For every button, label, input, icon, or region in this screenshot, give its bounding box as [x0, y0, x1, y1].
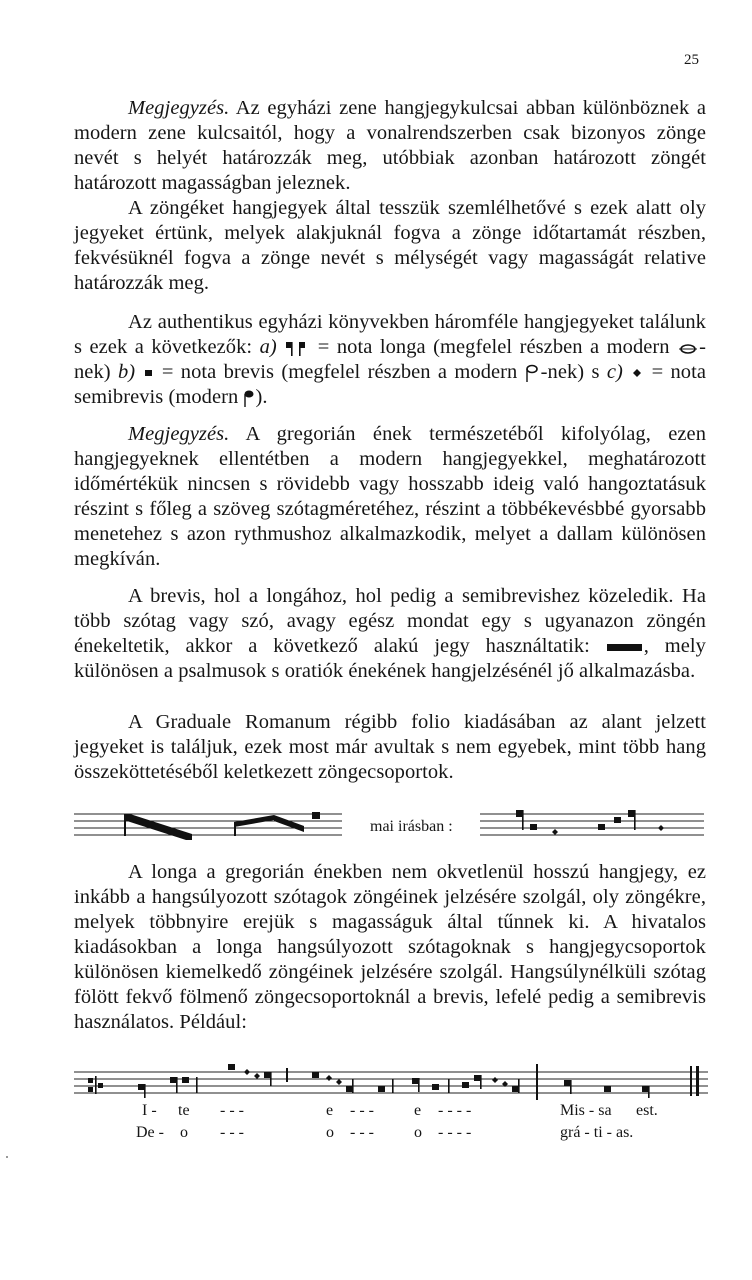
lyric-syllable: grá - ti - as.	[560, 1124, 634, 1141]
descending-ligature-icon	[124, 814, 192, 840]
item-c-label: c)	[606, 361, 623, 383]
ascending-ligature-icon	[234, 815, 274, 827]
nota-semibrevis-icon	[630, 366, 644, 380]
chant-example-staff	[74, 1058, 710, 1104]
paragraph-text: -nek) s	[540, 361, 607, 383]
quarter-note-icon	[243, 388, 255, 408]
modern-notation-label: mai irásban :	[370, 818, 453, 835]
clef-icon	[88, 1078, 93, 1083]
paragraph-text: A zöngéket hangjegyek által tesszük szemlélhetővé s ezek alatt oly jegyeket értünk, melyek alakjuknál fogva a zönge időtartamát részben, fekvésüknél fogva a zönge nevét s mélységét vagy magasságát relative határozzák meg.	[74, 197, 706, 294]
lyric-syllable: e	[326, 1102, 334, 1119]
paragraph-text: Az authentikus egyházi könyvekben háromféle hangjegyeket találunk s ezek a következők:	[74, 311, 706, 358]
lyric-syllable: De -	[136, 1124, 164, 1141]
lyric-syllable: o	[180, 1124, 188, 1141]
lyric-syllable: - - -	[350, 1124, 374, 1141]
lyric-syllable: o	[414, 1124, 422, 1141]
whole-note-icon	[677, 341, 699, 355]
lyric-syllable: I -	[142, 1102, 157, 1119]
paragraph-text: = nota brevis (megfelel részben a modern	[154, 361, 525, 383]
paragraph-note-2	[74, 422, 706, 572]
paragraph-text: = nota semibrevis (modern	[74, 361, 706, 408]
lyric-syllable: - - -	[220, 1124, 244, 1141]
paragraph-text: Az egyházi zene hangjegykulcsai abban különböznek a modern zene kulcsaitól, hogy a vonalrendszerben csak bizonyos zönge nevét s helyét határozzák meg, utóbbiak azonban határozott zöngét határozott magasságban jeleznek.	[74, 97, 706, 194]
lyric-syllable: est.	[636, 1102, 658, 1119]
paragraph-text: A Graduale Romanum régibb folio kiadásában az alant jelzett jegyeket is találjuk, ezek most már avultak s nem egyebek, mint több hang összeköttetéséből keletkezett zöngecsoportok.	[74, 711, 706, 783]
lyric-syllable: Mis - sa	[560, 1102, 612, 1119]
paragraph-text: -nek)	[74, 336, 706, 383]
lyric-syllable: - - -	[220, 1102, 244, 1119]
note-lead: Megjegyzés.	[128, 97, 230, 119]
nota-brevis-icon	[143, 366, 155, 380]
page-number: 25	[684, 52, 699, 68]
paragraph-note-types	[74, 310, 706, 410]
note-lead: Megjegyzés.	[128, 423, 230, 445]
nota-longa-icon	[284, 338, 310, 358]
paragraph-graduale	[74, 710, 706, 785]
paragraph-note-1	[74, 96, 706, 196]
chant-note	[138, 1084, 145, 1090]
half-note-icon	[525, 363, 541, 383]
item-a-label: a)	[259, 336, 277, 358]
paragraph-text: A gregorián ének természetéből kifolyólag, ezen hangjegyeknek ellentétben a modern hangjegyekkel, meghatározott időmértékük nincsen s rövidebb vagy hosszabb ideig való hangoztatásuk részint s főleg a szöveg szótagméretéhez, részint a többékevésbbé gyorsabb menetehez s azon rythmushoz alkalmazkodik, melyet a dallam különösen megkíván.	[74, 423, 706, 570]
paragraph-longa-usage	[74, 860, 706, 1035]
lyric-syllable: o	[326, 1124, 334, 1141]
paragraph-text: = nota longa (megfelel részben a modern	[310, 336, 678, 358]
lyric-syllable: - - -	[350, 1102, 374, 1119]
lyric-syllable: - - - -	[438, 1102, 472, 1119]
paragraph-text: , mely különösen a psalmusok s oratiók énekének hangjelzésénél jő alkalmazásba.	[74, 635, 706, 682]
lyric-syllable: - - - -	[438, 1124, 472, 1141]
item-b-label: b)	[117, 361, 136, 383]
scan-speck	[6, 1156, 8, 1158]
modern-notation-staff	[480, 808, 706, 848]
paragraph-text: A longa a gregorián énekben nem okvetlenül hosszú hangjegy, ez inkább a hangsúlyozott szótagok zöngéinek jelzésére szolgál, oly zöngékre, melyek többnyire erejük s magasságuk által tűnnek ki. A hivatalos kiadásokban a longa hangsúlyozott szótagoknak s hangjegycsoportok különösen kiemelkedő zöngéinek jelzésére szolgál. Hangsúlynélküli szótag fölött fekvő fölmenő zöngecsoportoknál a brevis, lefelé pedig a semibrevis használatos. Például:	[74, 861, 706, 1033]
paragraph-text: A brevis, hol a longához, hol pedig a semibrevishez közeledik. Ha több szótag vagy szó, avagy egész mondat egy s ugyanazon zöngén énekeltetik, akkor a következő alakú jegy használtatik:	[74, 585, 706, 657]
old-ligature-staff	[74, 808, 344, 848]
paragraph-text: ).	[255, 386, 268, 408]
reciting-note-icon	[606, 640, 644, 654]
lyric-syllable: te	[178, 1102, 190, 1119]
lyric-syllable: e	[414, 1102, 422, 1119]
paragraph-brevis	[74, 584, 706, 684]
modern-longa-note-icon	[516, 810, 523, 817]
paragraph-notes-definition	[74, 196, 706, 296]
